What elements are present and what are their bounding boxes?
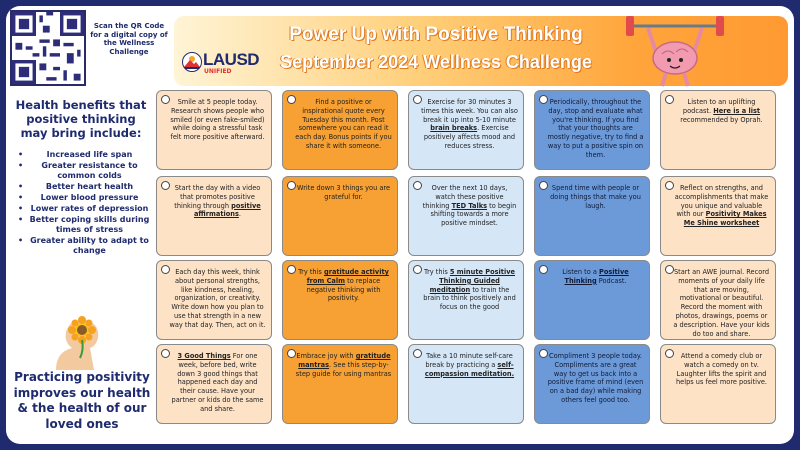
challenge-text: Spend time with people or doing things that make you laugh. <box>550 184 641 210</box>
benefit-item: • Lower rates of depression <box>18 204 152 214</box>
challenge-text-end: . <box>238 210 242 219</box>
completion-checkbox[interactable] <box>413 181 422 190</box>
challenge-text <box>169 184 266 219</box>
challenge-text: Each day this week, think about personal strengths, like kindness, healing, organization, or creativity. Write down how you plan to use that strength in a new way that day. Then, act on it. <box>169 268 266 329</box>
qr-code[interactable] <box>10 10 86 86</box>
challenge-text-start: Try this <box>298 268 324 276</box>
completion-checkbox[interactable] <box>539 181 548 190</box>
challenge-card <box>282 344 398 424</box>
resource-link[interactable]: Positive Thinking <box>564 268 629 285</box>
benefit-item: • Better coping skills during times of stress <box>18 215 152 235</box>
challenge-card <box>534 344 650 424</box>
district-logo <box>182 48 260 78</box>
completion-checkbox[interactable] <box>539 95 548 104</box>
challenge-text-end: Podcast. <box>596 276 627 285</box>
challenge-text-start: Try this <box>424 268 450 276</box>
challenge-text: Find a positive or inspirational quote every Tuesday this month. Post somewhere you can read it each day. Bonus points if you share it with someone. <box>295 98 392 150</box>
resource-link[interactable]: 3 Good Things <box>177 352 231 360</box>
challenge-text-end: . See this step-by-step guide for using mantras <box>295 360 392 378</box>
challenge-card <box>660 260 776 340</box>
brain-weightlifter-icon <box>620 12 730 92</box>
completion-checkbox[interactable] <box>161 265 170 274</box>
challenge-text-end: . Exercise positively affects mood and reduces stress. <box>423 124 516 150</box>
challenge-text <box>421 98 518 151</box>
challenge-card <box>534 260 650 340</box>
challenge-card <box>408 90 524 170</box>
challenge-text <box>673 98 770 124</box>
challenge-text <box>673 184 770 228</box>
challenge-text-end: to replace negative thinking with positivity. <box>306 276 381 303</box>
challenge-card <box>408 260 524 340</box>
challenge-text-start: Embrace joy with <box>296 352 356 360</box>
qr-instructions: Scan the QR Code for a digital copy of the Wellness Challenge <box>90 22 168 56</box>
challenge-text-end: to train the brain to think positively and focus on the good <box>423 285 516 312</box>
challenge-text <box>295 352 392 378</box>
completion-checkbox[interactable] <box>287 95 296 104</box>
challenge-card <box>534 176 650 256</box>
challenge-card <box>156 90 272 170</box>
challenge-text <box>547 268 644 286</box>
benefits-sidebar <box>6 90 156 444</box>
poster-title: Power Up with Positive Thinking <box>289 24 583 45</box>
challenge-text: Write down 3 things you are grateful for. <box>296 184 391 201</box>
completion-checkbox[interactable] <box>665 265 674 274</box>
benefits-list <box>18 150 152 257</box>
benefit-item: • Increased life span <box>18 150 152 160</box>
challenge-card <box>534 90 650 170</box>
challenge-text-start: Listen to a <box>562 268 599 276</box>
challenge-card <box>282 260 398 340</box>
challenge-card <box>282 90 398 170</box>
logo-subtext: UNIFIED <box>204 68 232 75</box>
challenge-card <box>408 176 524 256</box>
benefit-item: • Greater resistance to common colds <box>18 161 152 181</box>
resource-link[interactable]: gratitude activity from Calm <box>306 268 389 285</box>
resource-link[interactable]: brain breaks <box>430 124 478 133</box>
benefit-item: • Lower blood pressure <box>18 193 152 203</box>
challenge-card <box>156 344 272 424</box>
challenge-text-end: recommended by Oprah. <box>680 115 763 124</box>
completion-checkbox[interactable] <box>413 265 422 274</box>
challenge-text <box>169 352 266 414</box>
resource-link[interactable]: 5 minute Positive Thinking Guided meditation <box>429 268 515 294</box>
completion-checkbox[interactable] <box>413 95 422 104</box>
challenge-text-start: Listen to an uplifting podcast. <box>682 98 756 115</box>
completion-checkbox[interactable] <box>287 265 296 274</box>
benefit-item: • Greater ability to adapt to change <box>18 236 152 256</box>
challenge-text: Attend a comedy club or watch a comedy on tv. Laughter lifts the spirit and helps us feel more positive. <box>676 352 767 387</box>
challenge-text-start: Start the day with a video that promotes positive thinking through <box>174 184 261 210</box>
completion-checkbox[interactable] <box>539 349 548 358</box>
completion-checkbox[interactable] <box>413 349 422 358</box>
challenge-text: Periodically, throughout the day, stop and evaluate what you're thinking. If you find that your thoughts are mostly negative, try to find a way to put a positive spin on them. <box>547 98 644 159</box>
completion-checkbox[interactable] <box>665 181 674 190</box>
challenge-text <box>421 268 518 312</box>
challenge-text-end: For one week, before bed, write down 3 good things that happened each day and their cause. Have your partner or kids do the same and share. <box>171 352 264 413</box>
resource-link[interactable]: Here is a list <box>713 106 761 115</box>
completion-checkbox[interactable] <box>665 349 674 358</box>
flower-head-icon <box>48 308 112 372</box>
resource-link[interactable]: TED Talks <box>451 201 488 210</box>
challenge-grid <box>154 90 790 440</box>
challenge-text <box>421 352 518 378</box>
challenge-text-start: Reflect on strengths, and accomplishments that make you unique and valuable with our <box>674 184 769 219</box>
completion-checkbox[interactable] <box>665 95 674 104</box>
challenge-text: Compliment 3 people today. Compliments are a great way to get us back into a positive frame of mind (even on a bad day) while making others feel good too. <box>547 352 644 404</box>
completion-checkbox[interactable] <box>287 181 296 190</box>
challenge-card <box>156 176 272 256</box>
resource-link[interactable]: gratitude mantras <box>298 352 391 369</box>
challenge-card <box>408 344 524 424</box>
completion-checkbox[interactable] <box>161 181 170 190</box>
completion-checkbox[interactable] <box>539 265 548 274</box>
challenge-text: Start an AWE journal. Record moments of your daily life that are moving, motivational or beautiful. Record the moment with photos, drawings, poems or a description. Have your kids do too and share. <box>673 268 770 338</box>
challenge-text-start: Take a 10 minute self-care break by practicing a <box>425 352 513 369</box>
challenge-card <box>660 90 776 170</box>
challenge-poster <box>6 6 794 444</box>
challenge-text-start: Over the next 10 days, watch these positive thinking <box>422 184 508 210</box>
challenge-card <box>660 344 776 424</box>
benefits-heading: Health benefits that positive thinking may bring include: <box>15 98 147 140</box>
challenge-text: Smile at 5 people today. Research shows people who smiled (or even fake-smiled) while doing a stressful task felt more positive afterward. <box>170 98 265 142</box>
completion-checkbox[interactable] <box>287 349 296 358</box>
mountain-sun-icon <box>182 52 202 72</box>
poster-subtitle: September 2024 Wellness Challenge <box>280 52 592 72</box>
challenge-card <box>282 176 398 256</box>
challenge-card <box>156 260 272 340</box>
positivity-message: Practicing positivity improves our health & the health of our loved ones <box>13 370 151 431</box>
challenge-text-start: Exercise for 30 minutes 3 times this week. You can also break it up into 5-10 minute <box>421 98 518 124</box>
logo-text: LAUSD <box>203 50 260 69</box>
completion-checkbox[interactable] <box>161 95 170 104</box>
challenge-text <box>295 268 392 303</box>
completion-checkbox[interactable] <box>161 349 170 358</box>
qr-code-graphic <box>12 12 84 84</box>
challenge-card <box>660 176 776 256</box>
challenge-text-end: to begin shifting towards a more positive mindset. <box>430 201 517 228</box>
resource-link[interactable]: self-compassion meditation. <box>424 360 515 378</box>
resource-link[interactable]: Positivity Makes Me Shine worksheet <box>683 210 767 228</box>
resource-link[interactable]: positive affirmations <box>193 201 261 219</box>
benefit-item: • Better heart health <box>18 182 152 192</box>
challenge-text <box>421 184 518 228</box>
